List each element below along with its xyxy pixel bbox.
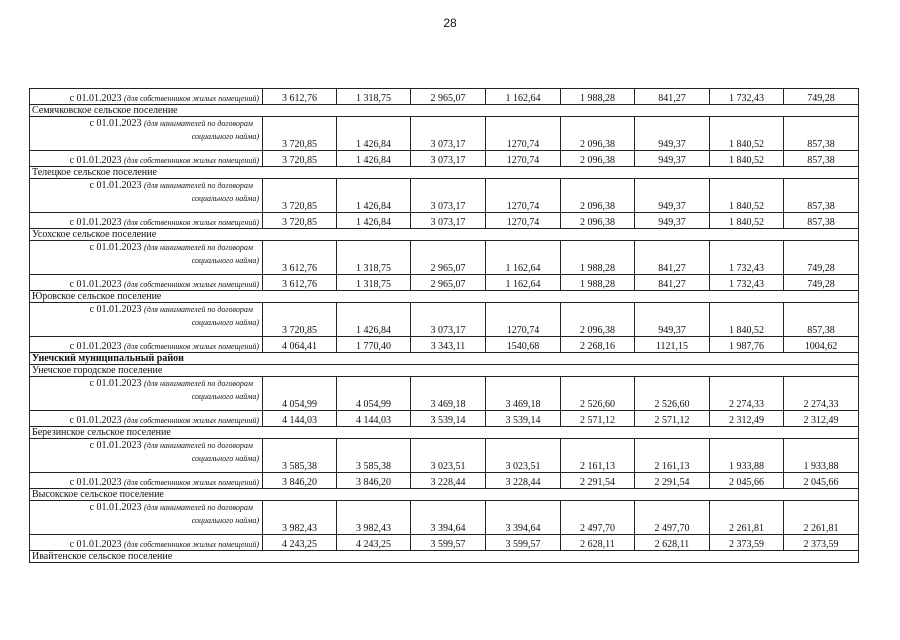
table-row bbox=[30, 303, 859, 337]
value-cell: 1270,74 bbox=[486, 117, 561, 151]
value-cell: 2 965,07 bbox=[411, 275, 486, 291]
value-cell: 1270,74 bbox=[486, 151, 561, 167]
row-date: с 01.01.2023 bbox=[69, 155, 122, 166]
value-cell: 3 343,11 bbox=[411, 337, 486, 353]
value-cell: 2 373,59 bbox=[710, 535, 784, 551]
table-row bbox=[30, 377, 859, 411]
value-cell: 949,37 bbox=[635, 303, 710, 337]
value-cell: 3 539,14 bbox=[486, 411, 561, 427]
value-cell: 3 073,17 bbox=[411, 303, 486, 337]
value-cell: 841,27 bbox=[635, 241, 710, 275]
row-note-line1: (для нанимателей по договорам bbox=[144, 243, 253, 252]
value-cell: 3 073,17 bbox=[411, 117, 486, 151]
section-title: Усохское сельское поселение bbox=[30, 229, 859, 241]
table-row bbox=[30, 117, 859, 151]
row-date: с 01.01.2023 bbox=[89, 180, 142, 191]
value-cell: 1 840,52 bbox=[710, 179, 784, 213]
table-row bbox=[30, 275, 859, 291]
value-cell: 1270,74 bbox=[486, 179, 561, 213]
value-cell: 4 064,41 bbox=[263, 337, 337, 353]
row-label bbox=[30, 303, 263, 337]
value-cell: 3 612,76 bbox=[263, 89, 337, 105]
value-cell: 1 840,52 bbox=[710, 117, 784, 151]
value-cell: 3 073,17 bbox=[411, 179, 486, 213]
row-note-line2: социального найма) bbox=[191, 454, 259, 463]
value-cell: 749,28 bbox=[784, 89, 859, 105]
row-label bbox=[30, 501, 263, 535]
section-header-row bbox=[30, 105, 859, 117]
table-row bbox=[30, 411, 859, 427]
value-cell: 1 162,64 bbox=[486, 275, 561, 291]
value-cell: 857,38 bbox=[784, 151, 859, 167]
value-cell: 3 612,76 bbox=[263, 275, 337, 291]
table-row bbox=[30, 535, 859, 551]
value-cell: 857,38 bbox=[784, 117, 859, 151]
value-cell: 2 096,38 bbox=[561, 303, 635, 337]
value-cell: 749,28 bbox=[784, 275, 859, 291]
value-cell: 1 318,75 bbox=[337, 89, 411, 105]
value-cell: 3 720,85 bbox=[263, 213, 337, 229]
section-header-row bbox=[30, 551, 859, 563]
row-date: с 01.01.2023 bbox=[89, 378, 142, 389]
value-cell: 1 426,84 bbox=[337, 213, 411, 229]
value-cell: 2 096,38 bbox=[561, 179, 635, 213]
value-cell: 3 073,17 bbox=[411, 213, 486, 229]
value-cell: 3 585,38 bbox=[263, 439, 337, 473]
value-cell: 1 426,84 bbox=[337, 303, 411, 337]
value-cell: 1 840,52 bbox=[710, 213, 784, 229]
value-cell: 1121,15 bbox=[635, 337, 710, 353]
table-row bbox=[30, 151, 859, 167]
table-row bbox=[30, 501, 859, 535]
value-cell: 2 261,81 bbox=[710, 501, 784, 535]
value-cell: 3 539,14 bbox=[411, 411, 486, 427]
row-date: с 01.01.2023 bbox=[69, 341, 122, 352]
value-cell: 1 988,28 bbox=[561, 241, 635, 275]
value-cell: 949,37 bbox=[635, 151, 710, 167]
value-cell: 3 846,20 bbox=[263, 473, 337, 489]
value-cell: 3 599,57 bbox=[411, 535, 486, 551]
value-cell: 3 599,57 bbox=[486, 535, 561, 551]
value-cell: 1 987,76 bbox=[710, 337, 784, 353]
section-title: Березинское сельское поселение bbox=[30, 427, 859, 439]
value-cell: 4 243,25 bbox=[337, 535, 411, 551]
row-label bbox=[30, 411, 263, 427]
row-note-line2: социального найма) bbox=[191, 256, 259, 265]
row-note-line1: (для нанимателей по договорам bbox=[144, 379, 253, 388]
row-note-line2: социального найма) bbox=[191, 194, 259, 203]
value-cell: 2 274,33 bbox=[710, 377, 784, 411]
row-label bbox=[30, 117, 263, 151]
value-cell: 857,38 bbox=[784, 303, 859, 337]
row-note: (для собственников жилых помещений) bbox=[124, 540, 259, 549]
row-date: с 01.01.2023 bbox=[69, 415, 122, 426]
value-cell: 3 073,17 bbox=[411, 151, 486, 167]
value-cell: 1 988,28 bbox=[561, 89, 635, 105]
value-cell: 3 720,85 bbox=[263, 303, 337, 337]
value-cell: 3 023,51 bbox=[486, 439, 561, 473]
row-date: с 01.01.2023 bbox=[69, 93, 122, 104]
row-note: (для собственников жилых помещений) bbox=[124, 218, 259, 227]
value-cell: 3 228,44 bbox=[411, 473, 486, 489]
value-cell: 3 846,20 bbox=[337, 473, 411, 489]
value-cell: 2 571,12 bbox=[635, 411, 710, 427]
section-header-row bbox=[30, 229, 859, 241]
row-label bbox=[30, 337, 263, 353]
table-row bbox=[30, 179, 859, 213]
value-cell: 1 840,52 bbox=[710, 303, 784, 337]
value-cell: 2 274,33 bbox=[784, 377, 859, 411]
section-header-row bbox=[30, 365, 859, 377]
row-label bbox=[30, 241, 263, 275]
row-label bbox=[30, 151, 263, 167]
value-cell: 1 426,84 bbox=[337, 179, 411, 213]
row-label bbox=[30, 535, 263, 551]
value-cell: 841,27 bbox=[635, 275, 710, 291]
row-note: (для собственников жилых помещений) bbox=[124, 342, 259, 351]
value-cell: 1 426,84 bbox=[337, 151, 411, 167]
row-date: с 01.01.2023 bbox=[89, 118, 142, 129]
value-cell: 857,38 bbox=[784, 179, 859, 213]
value-cell: 2 526,60 bbox=[635, 377, 710, 411]
value-cell: 4 054,99 bbox=[263, 377, 337, 411]
value-cell: 3 023,51 bbox=[411, 439, 486, 473]
section-title: Ивайтенское сельское поселение bbox=[30, 551, 859, 563]
row-note-line2: социального найма) bbox=[191, 318, 259, 327]
value-cell: 1 318,75 bbox=[337, 241, 411, 275]
row-date: с 01.01.2023 bbox=[89, 440, 142, 451]
value-cell: 949,37 bbox=[635, 117, 710, 151]
row-note: (для собственников жилых помещений) bbox=[124, 416, 259, 425]
row-date: с 01.01.2023 bbox=[89, 304, 142, 315]
section-header-row bbox=[30, 291, 859, 303]
value-cell: 3 585,38 bbox=[337, 439, 411, 473]
value-cell: 749,28 bbox=[784, 241, 859, 275]
row-label bbox=[30, 439, 263, 473]
value-cell: 4 144,03 bbox=[337, 411, 411, 427]
value-cell: 2 497,70 bbox=[635, 501, 710, 535]
value-cell: 949,37 bbox=[635, 179, 710, 213]
row-date: с 01.01.2023 bbox=[69, 279, 122, 290]
value-cell: 2 161,13 bbox=[635, 439, 710, 473]
value-cell: 2 045,66 bbox=[784, 473, 859, 489]
value-cell: 857,38 bbox=[784, 213, 859, 229]
value-cell: 2 096,38 bbox=[561, 117, 635, 151]
value-cell: 1004,62 bbox=[784, 337, 859, 353]
row-date: с 01.01.2023 bbox=[89, 242, 142, 253]
table-row bbox=[30, 439, 859, 473]
value-cell: 1270,74 bbox=[486, 213, 561, 229]
value-cell: 2 096,38 bbox=[561, 151, 635, 167]
value-cell: 2 096,38 bbox=[561, 213, 635, 229]
row-date: с 01.01.2023 bbox=[69, 217, 122, 228]
value-cell: 2 965,07 bbox=[411, 89, 486, 105]
value-cell: 2 261,81 bbox=[784, 501, 859, 535]
row-label bbox=[30, 179, 263, 213]
value-cell: 2 965,07 bbox=[411, 241, 486, 275]
value-cell: 3 469,18 bbox=[486, 377, 561, 411]
table-row bbox=[30, 89, 859, 105]
value-cell: 3 720,85 bbox=[263, 117, 337, 151]
value-cell: 2 268,16 bbox=[561, 337, 635, 353]
value-cell: 1 732,43 bbox=[710, 89, 784, 105]
tariff-table bbox=[29, 88, 859, 563]
value-cell: 3 469,18 bbox=[411, 377, 486, 411]
row-label bbox=[30, 213, 263, 229]
value-cell: 3 982,43 bbox=[263, 501, 337, 535]
row-date: с 01.01.2023 bbox=[69, 477, 122, 488]
value-cell: 2 291,54 bbox=[635, 473, 710, 489]
row-note-line1: (для нанимателей по договорам bbox=[144, 503, 253, 512]
value-cell: 2 628,11 bbox=[561, 535, 635, 551]
value-cell: 1 732,43 bbox=[710, 275, 784, 291]
value-cell: 4 144,03 bbox=[263, 411, 337, 427]
row-date: с 01.01.2023 bbox=[89, 502, 142, 513]
value-cell: 1540,68 bbox=[486, 337, 561, 353]
row-label bbox=[30, 377, 263, 411]
district-header-row bbox=[30, 353, 859, 365]
table-row bbox=[30, 337, 859, 353]
table-row bbox=[30, 473, 859, 489]
value-cell: 2 291,54 bbox=[561, 473, 635, 489]
value-cell: 3 394,64 bbox=[411, 501, 486, 535]
row-note-line1: (для нанимателей по договорам bbox=[144, 181, 253, 190]
row-note: (для собственников жилых помещений) bbox=[124, 94, 259, 103]
value-cell: 1 318,75 bbox=[337, 275, 411, 291]
row-note-line1: (для нанимателей по договорам bbox=[144, 305, 253, 314]
value-cell: 1 732,43 bbox=[710, 241, 784, 275]
value-cell: 1270,74 bbox=[486, 303, 561, 337]
value-cell: 2 045,66 bbox=[710, 473, 784, 489]
page-number: 28 bbox=[443, 16, 457, 30]
value-cell: 949,37 bbox=[635, 213, 710, 229]
value-cell: 2 526,60 bbox=[561, 377, 635, 411]
value-cell: 3 720,85 bbox=[263, 151, 337, 167]
section-title: Телецкое сельское поселение bbox=[30, 167, 859, 179]
value-cell: 1 840,52 bbox=[710, 151, 784, 167]
section-title: Высокское сельское поселение bbox=[30, 489, 859, 501]
tariff-table-body bbox=[30, 89, 859, 563]
value-cell: 2 497,70 bbox=[561, 501, 635, 535]
section-title: Унечское городское поселение bbox=[30, 365, 859, 377]
table-row bbox=[30, 241, 859, 275]
value-cell: 3 612,76 bbox=[263, 241, 337, 275]
value-cell: 841,27 bbox=[635, 89, 710, 105]
table-row bbox=[30, 213, 859, 229]
row-note: (для собственников жилых помещений) bbox=[124, 280, 259, 289]
row-note-line1: (для нанимателей по договорам bbox=[144, 441, 253, 450]
row-label bbox=[30, 473, 263, 489]
value-cell: 3 228,44 bbox=[486, 473, 561, 489]
row-note: (для собственников жилых помещений) bbox=[124, 478, 259, 487]
value-cell: 4 054,99 bbox=[337, 377, 411, 411]
row-note-line2: социального найма) bbox=[191, 132, 259, 141]
value-cell: 2 161,13 bbox=[561, 439, 635, 473]
district-title: Унечский муниципальный район bbox=[30, 353, 859, 365]
row-note: (для собственников жилых помещений) bbox=[124, 156, 259, 165]
value-cell: 3 720,85 bbox=[263, 179, 337, 213]
value-cell: 1 770,40 bbox=[337, 337, 411, 353]
row-label bbox=[30, 275, 263, 291]
row-note-line1: (для нанимателей по договорам bbox=[144, 119, 253, 128]
section-title: Юровское сельское поселение bbox=[30, 291, 859, 303]
value-cell: 4 243,25 bbox=[263, 535, 337, 551]
row-label bbox=[30, 89, 263, 105]
value-cell: 2 373,59 bbox=[784, 535, 859, 551]
section-header-row bbox=[30, 167, 859, 179]
row-note-line2: социального найма) bbox=[191, 392, 259, 401]
value-cell: 2 312,49 bbox=[710, 411, 784, 427]
value-cell: 2 628,11 bbox=[635, 535, 710, 551]
value-cell: 1 933,88 bbox=[710, 439, 784, 473]
value-cell: 1 162,64 bbox=[486, 241, 561, 275]
value-cell: 3 982,43 bbox=[337, 501, 411, 535]
row-note-line2: социального найма) bbox=[191, 516, 259, 525]
value-cell: 1 933,88 bbox=[784, 439, 859, 473]
value-cell: 2 571,12 bbox=[561, 411, 635, 427]
row-date: с 01.01.2023 bbox=[69, 539, 122, 550]
section-title: Семячковское сельское поселение bbox=[30, 105, 859, 117]
value-cell: 1 988,28 bbox=[561, 275, 635, 291]
value-cell: 3 394,64 bbox=[486, 501, 561, 535]
value-cell: 1 426,84 bbox=[337, 117, 411, 151]
value-cell: 1 162,64 bbox=[486, 89, 561, 105]
section-header-row bbox=[30, 427, 859, 439]
section-header-row bbox=[30, 489, 859, 501]
value-cell: 2 312,49 bbox=[784, 411, 859, 427]
